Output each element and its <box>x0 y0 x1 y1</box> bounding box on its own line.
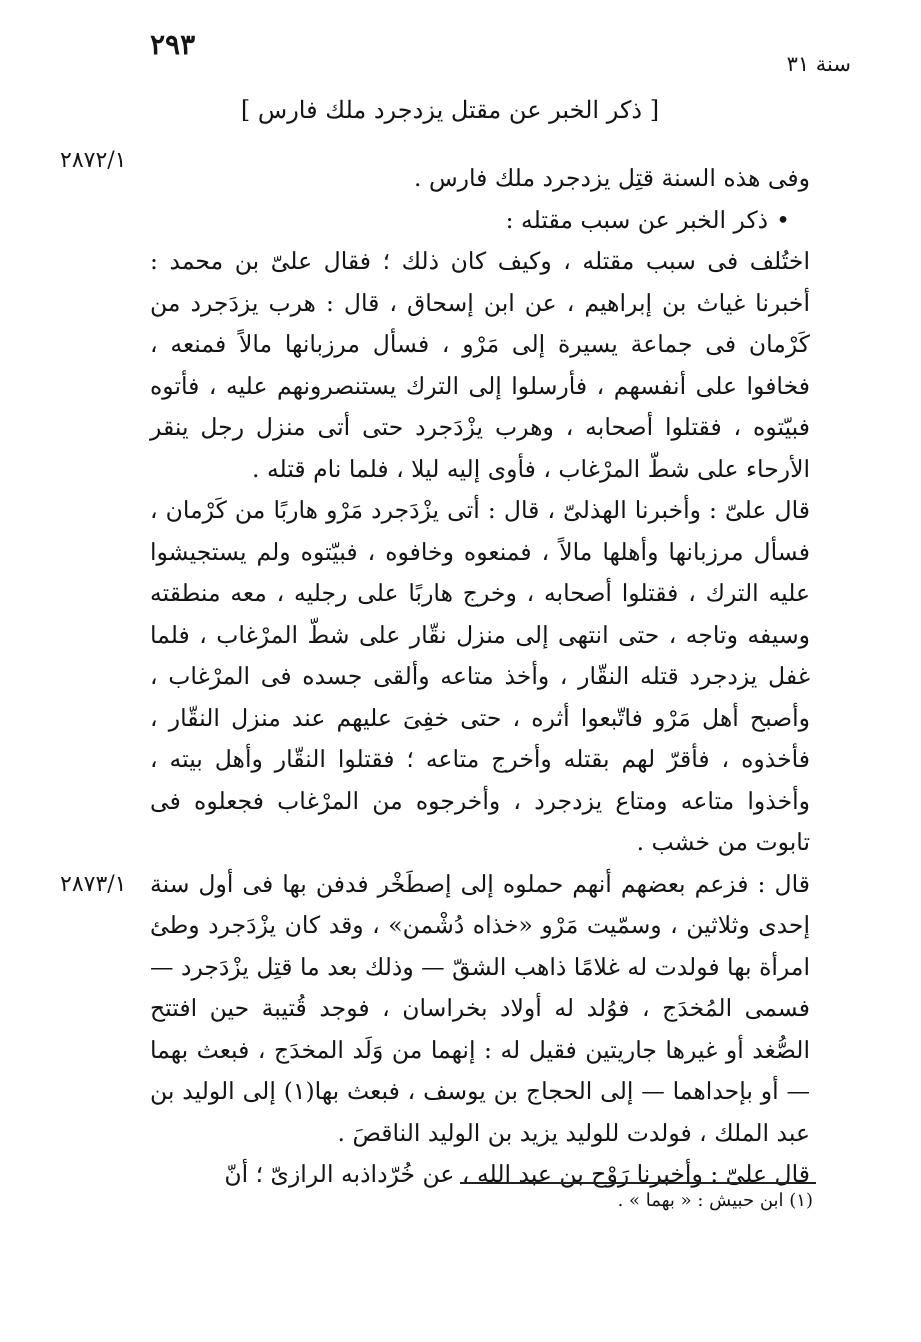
margin-reference: ٢٨٧٣/١ <box>60 872 127 897</box>
paragraph: وفى هذه السنة قتِل يزدجرد ملك فارس . <box>414 164 810 192</box>
main-text <box>150 158 810 1196</box>
bullet-icon: • <box>776 205 790 234</box>
subheading-text: ذكر الخبر عن سبب مقتله : <box>505 205 769 234</box>
footnote-divider <box>460 1182 816 1184</box>
paragraph: قال : فزعم بعضهم أنهم حملوه إلى إصطَخْر فدفن بها فى أول سنة إحدى وثلاثين ، وسمّيت مَرْو «خذاه دُشْمن» ، وقد كان يزْدَجرد وطئ امرأة بها فولدت له غلامًا ذاهب الشقّ — وذلك بعد ما قتِل يزْدَجرد — فسمى المُخدَج ، فوُلد له أولاد بخراسان ، فوجد قُتيبة حين افتتح الصُّغد أو غيرها جاريتين فقيل له : إنهما من وَلَد المخدَج ، فبعث بهما — أو بإحداهما — إلى الحجاج بن يوسف ، فبعث بها(١) إلى الوليد بن عبد الملك ، فولدت للوليد يزيد بن الوليد الناقصَ . <box>150 869 810 1147</box>
paragraph: قال علىّ : وأخبرنا رَوْح بن عبد الله ، عن خُرّداذبه الرازىّ ؛ أنّ <box>224 1160 810 1188</box>
page-number: ٢٩٣ <box>150 28 196 61</box>
margin-reference: ٢٨٧٢/١ <box>60 148 127 173</box>
year-label: سنة ٣١ <box>786 52 851 76</box>
paragraph-subheading <box>150 200 810 242</box>
section-heading: [ ذكر الخبر عن مقتل يزدجرد ملك فارس ] <box>240 96 660 124</box>
footnote: (١) ابن حبيش : « بهما » . <box>617 1190 813 1211</box>
paragraph: قال علىّ : وأخبرنا الهذلىّ ، قال : أتى يزْدَجرد مَرْو هاربًا من كَرْمان ، فسأل مرزبانها وأهلها مالاً ، فمنعوه وخافوه ، فبيّتوه ولم يستجيشوا عليه الترك ، فقتلوا أصحابه ، وخرج هاربًا على رجليه ، معه منطقته وسيفه وتاجه ، حتى انتهى إلى منزل نقّار على شطّ المرْغاب ، فلما غفل يزدجرد قتله النقّار ، وأخذ متاعه وألقى جسده فى المرْغاب ، وأصبح أهل مَرْو فاتّبعوا أثره ، حتى خفِىَ عليهم عند منزل النقّار ، فأخذوه ، فأقرّ لهم بقتله وأخرج متاعه ؛ فقتلوا النقّار وأهل بيته ، وأخذوا متاعه ومتاع يزدجرد ، وأخرجوه من المرْغاب فجعلوه فى تابوت من خشب . <box>150 496 810 856</box>
paragraph: اختُلف فى سبب مقتله ، وكيف كان ذلك ؛ فقال علىّ بن محمد : أخبرنا غياث بن إبراهيم ، عن ابن إسحاق ، قال : هرب يزدَجرد من كَرْمان فى جماعة يسيرة إلى مَرْو ، فسأل مرزبانها مالاً فمنعه ، فخافوا على أنفسهم ، فأرسلوا إلى الترك يستنصرونهم عليه ، فأتوه فبيّتوه ، فقتلوا أصحابه ، وهرب يزْدَجرد حتى أتى منزل رجل ينقر الأرحاء على شطّ المرْغاب ، فأوى إليه ليلا ، فلما نام قتله . <box>150 247 810 483</box>
